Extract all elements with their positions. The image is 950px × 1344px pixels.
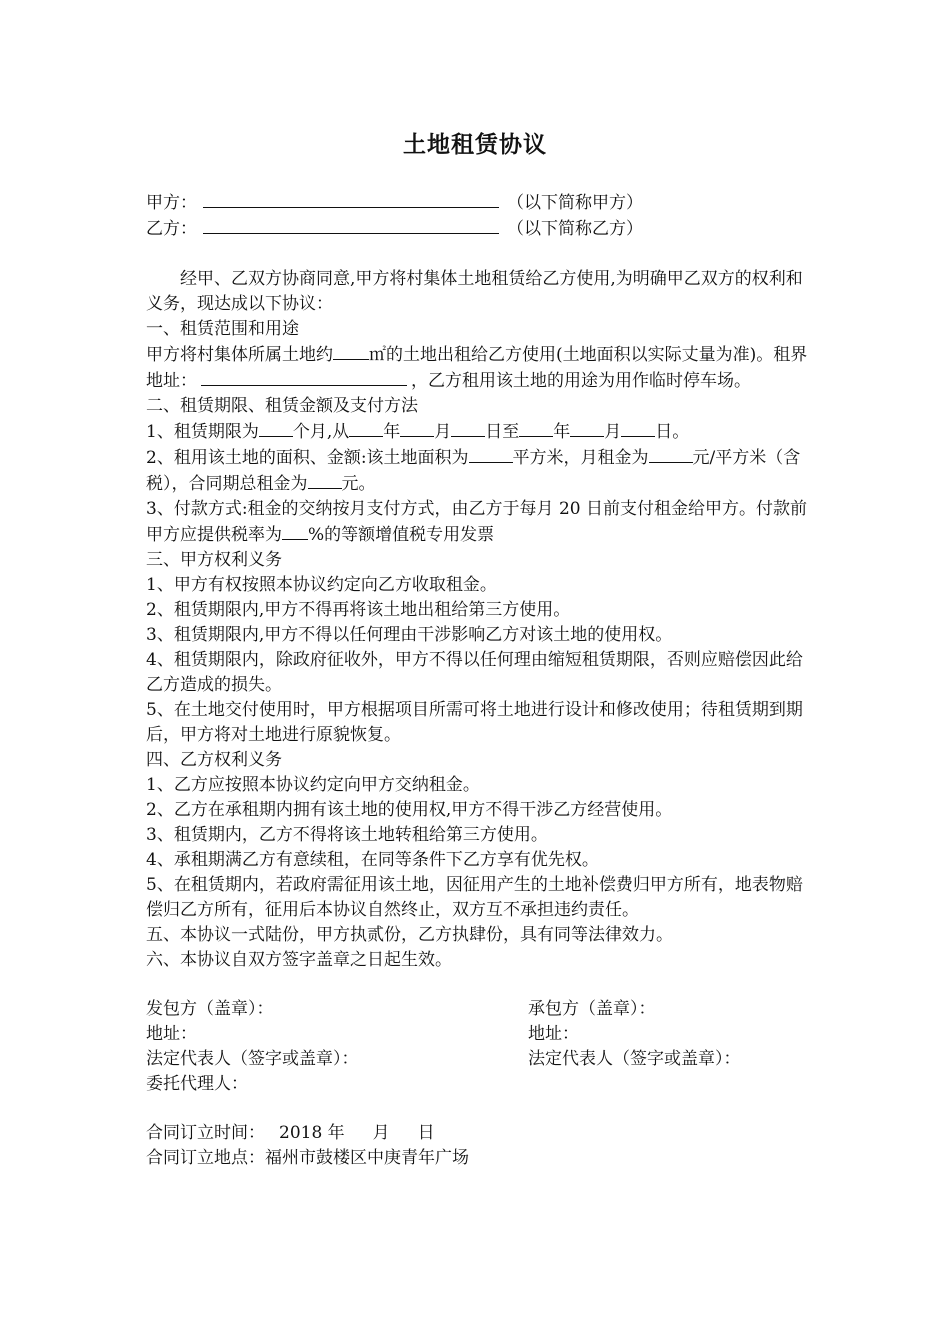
s2-i2-text: 2、租用该土地的面积、金额:该土地面积为 — [146, 448, 469, 468]
party-a-label: 甲方： — [146, 193, 197, 213]
end-day-blank[interactable] — [621, 419, 655, 437]
section-1-heading: 一、租赁范围和用途 — [146, 319, 299, 339]
contract-place — [146, 1146, 814, 1171]
s2-i1-text: 年 — [383, 422, 401, 442]
list-item: 5、在土地交付使用时，甲方根据项目所需可将土地进行设计和修改使用；待租赁期到期后，甲方将对土地进行原貌恢复。 — [146, 700, 803, 745]
s2-i3-text: 3、付款方式:租金的交纳按月支付方式，由乙方于每月 20 日前支付租金给甲方。付款前甲方应提供税率为 — [146, 499, 807, 545]
list-item: 1、乙方应按照本协议约定向甲方交纳租金。 — [146, 775, 480, 795]
address-blank[interactable] — [201, 368, 407, 386]
list-item: 3、租赁期限内,甲方不得以任何理由干涉影响乙方对该土地的使用权。 — [146, 625, 673, 645]
s2-i2-text: 元。 — [341, 474, 376, 494]
s2-i1-text: 日。 — [655, 422, 690, 442]
end-month-blank[interactable] — [570, 419, 604, 437]
party-b-note: （以下简称乙方） — [507, 219, 643, 239]
end-year-blank[interactable] — [519, 419, 553, 437]
total-rent-blank[interactable] — [308, 471, 342, 489]
lessee-rep-label: 法定代表人（签字或盖章）： — [528, 1049, 741, 1069]
section-2-item-3 — [146, 497, 814, 548]
lessee-party-label: 承包方（盖章）： — [528, 999, 656, 1019]
section-2-item-1 — [146, 419, 814, 445]
contract-time-label: 合同订立时间： — [146, 1123, 265, 1143]
s2-i1-text: 个月,从 — [292, 422, 350, 442]
s2-i1-text: 月 — [434, 422, 452, 442]
s1-text-a: 甲方将村集体所属土地约 — [146, 345, 333, 365]
start-year-blank[interactable] — [349, 419, 383, 437]
party-b-blank[interactable] — [203, 216, 499, 234]
contract-place-value: 福州市鼓楼区中庚青年广场 — [265, 1148, 469, 1168]
party-a-line — [146, 190, 814, 216]
lessor-address-label: 地址： — [146, 1024, 197, 1044]
s1-text-b: ㎡的土地出租给乙方使用(土地面积以实际丈量为准)。租界地址： — [146, 345, 808, 391]
contract-time-day: 日 — [417, 1123, 435, 1143]
signature-block — [146, 997, 814, 1097]
section-6: 六、本协议自双方签字盖章之日起生效。 — [146, 950, 452, 970]
section-5: 五、本协议一式陆份，甲方执贰份，乙方执肆份，具有同等法律效力。 — [146, 925, 673, 945]
s2-i2-text: 元/平方米（含税），合同期总租金为 — [146, 448, 801, 494]
start-day-blank[interactable] — [451, 419, 485, 437]
list-item: 4、承租期满乙方有意续租，在同等条件下乙方享有优先权。 — [146, 850, 599, 870]
tax-rate-blank[interactable] — [282, 522, 308, 540]
section-1-paragraph — [146, 342, 814, 394]
s2-i1-text: 日至 — [485, 422, 520, 442]
section-4-heading: 四、乙方权利义务 — [146, 750, 282, 770]
section-2-heading: 二、租赁期限、租赁金额及支付方法 — [146, 396, 418, 416]
list-item: 3、租赁期内，乙方不得将该土地转租给第三方使用。 — [146, 825, 548, 845]
term-months-blank[interactable] — [259, 419, 293, 437]
list-item: 2、租赁期限内,甲方不得再将该土地出租给第三方使用。 — [146, 600, 571, 620]
party-a-blank[interactable] — [203, 190, 499, 208]
lessor-party-label: 发包方（盖章）： — [146, 999, 274, 1019]
contract-place-label: 合同订立地点： — [146, 1148, 265, 1168]
land-area-blank[interactable] — [469, 445, 513, 463]
section-3-heading: 三、甲方权利义务 — [146, 550, 282, 570]
s2-i2-text: 平方米，月租金为 — [512, 448, 649, 468]
contract-time — [146, 1121, 814, 1146]
party-a-note: （以下简称甲方） — [507, 193, 643, 213]
lessee-address-label: 地址： — [528, 1024, 579, 1044]
lessor-rep-label: 法定代表人（签字或盖章）： — [146, 1049, 359, 1069]
section-2-item-2 — [146, 445, 814, 497]
s2-i1-text: 1、租赁期限为 — [146, 422, 259, 442]
party-b-label: 乙方： — [146, 219, 197, 239]
list-item: 5、在租赁期内，若政府需征用该土地，因征用产生的土地补偿费归甲方所有，地表物赔偿归乙方所有，征用后本协议自然终止，双方互不承担违约责任。 — [146, 875, 803, 920]
document-body — [146, 190, 814, 1171]
contract-time-year: 2018 年 — [279, 1123, 345, 1143]
intro-paragraph: 经甲、乙双方协商同意,甲方将村集体土地租赁给乙方使用,为明确甲乙双方的权利和义务，现达成以下协议： — [146, 269, 803, 314]
area-blank[interactable] — [333, 342, 369, 360]
s2-i3-text: %的等额增值税专用发票 — [308, 525, 495, 545]
list-item: 1、甲方有权按照本协议约定向乙方收取租金。 — [146, 575, 497, 595]
s2-i1-text: 年 — [553, 422, 571, 442]
start-month-blank[interactable] — [400, 419, 434, 437]
s2-i1-text: 月 — [604, 422, 622, 442]
monthly-rent-blank[interactable] — [649, 445, 693, 463]
party-b-line — [146, 216, 814, 242]
contract-time-month: 月 — [372, 1123, 390, 1143]
lessor-agent-label: 委托代理人： — [146, 1074, 248, 1094]
list-item: 4、租赁期限内，除政府征收外，甲方不得以任何理由缩短租赁期限，否则应赔偿因此给乙方造成的损失。 — [146, 650, 803, 695]
document-title: 土地租赁协议 — [403, 131, 547, 158]
s1-text-c: ，乙方租用该土地的用途为用作临时停车场。 — [411, 371, 751, 391]
list-item: 2、乙方在承租期内拥有该土地的使用权,甲方不得干涉乙方经营使用。 — [146, 800, 673, 820]
